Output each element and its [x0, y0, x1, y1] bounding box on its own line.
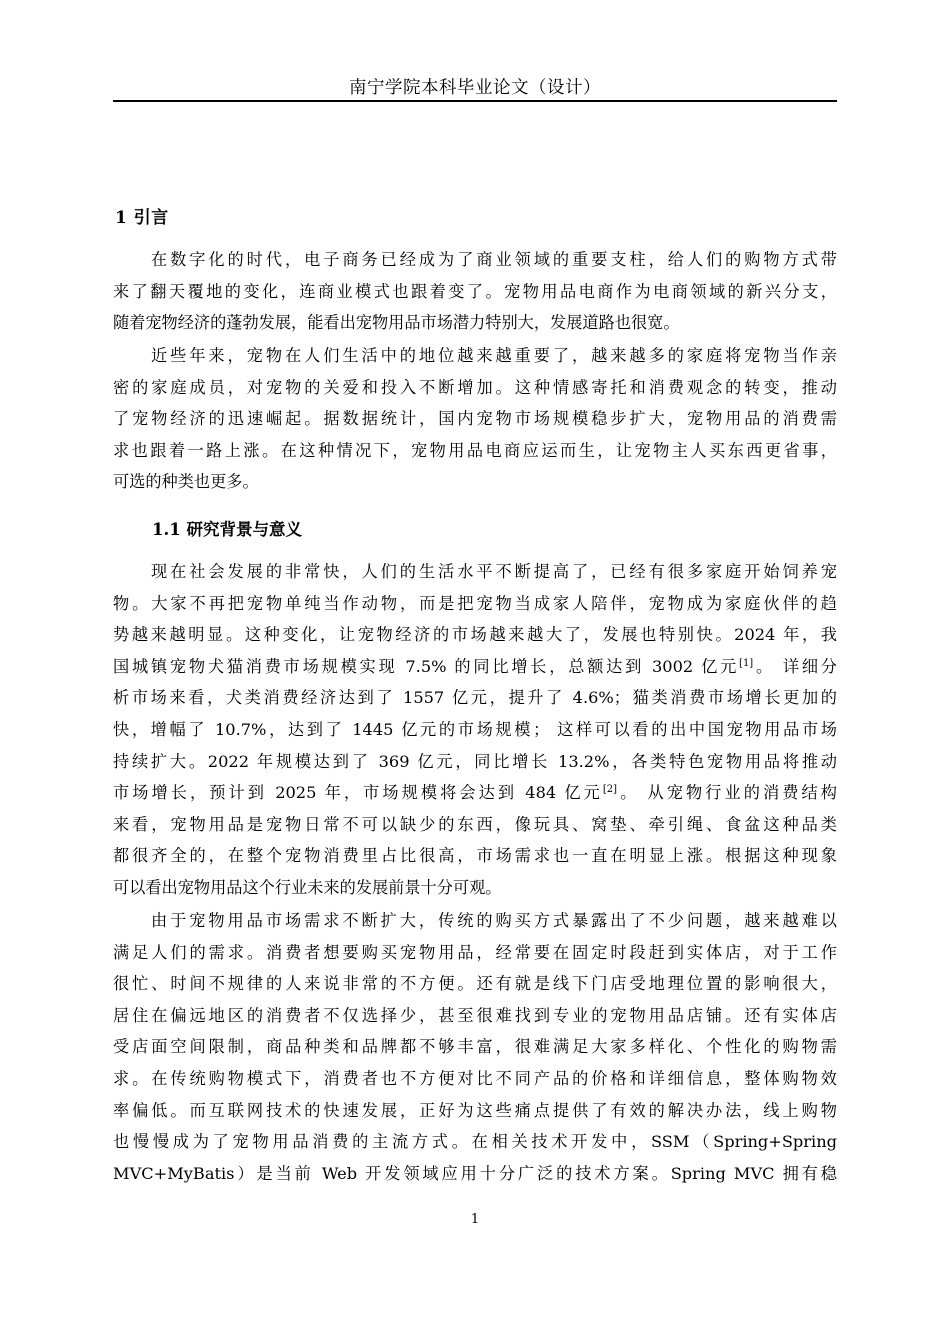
text-line: [113, 651, 837, 683]
text-line: MVC+MyBatis）是当前 Web 开发领域应用十分广泛的技术方案。Spring MVC 拥有稳: [113, 1163, 837, 1183]
paragraph-background-2: [113, 905, 837, 1189]
subsection-heading: 1.1 研究背景与意义: [152, 520, 302, 539]
text-line: 持续扩大。2022 年规模达到了 369 亿元，同比增长 13.2%，各类特色宠物用品将推动: [113, 751, 837, 771]
text-line: 物。大家不再把宠物单纯当作动物，而是把宠物当成家人陪伴，宠物成为家庭伙伴的趋: [113, 593, 837, 613]
page-number: 1: [470, 1212, 480, 1227]
text-line: 都很齐全的，在整个宠物消费里占比很高，市场需求也一直在明显上涨。根据这种现象: [113, 846, 837, 866]
text-line: 由于宠物用品市场需求不断扩大，传统的购买方式暴露出了不少问题，越来越难以: [151, 911, 837, 930]
text-line: 居住在偏远地区的消费者不仅选择少，甚至很难找到专业的宠物用品店铺。还有实体店: [113, 1005, 837, 1025]
text-line: 可以看出宠物用品这个行业未来的发展前景十分可观。: [113, 877, 502, 897]
text-line: [113, 777, 837, 809]
section-heading: 1 引言: [115, 208, 169, 228]
text-line: 求。在传统购物模式下，消费者也不方便对比不同产品的价格和详细信息，整体购物效: [113, 1068, 837, 1088]
text-line: 近些年来，宠物在人们生活中的地位越来越重要了，越来越多的家庭将宠物当作亲: [151, 346, 837, 365]
text-line: 密的家庭成员，对宠物的关爱和投入不断增加。这种情感寄托和消费观念的转变，推动: [113, 377, 837, 397]
text-line: 率偏低。而互联网技术的快速发展，正好为这些痛点提供了有效的解决办法，线上购物: [113, 1100, 837, 1120]
text-line: 可选的种类也更多。: [113, 472, 259, 492]
line-text: 。 详细分: [753, 656, 837, 676]
text-line: 求也跟着一路上涨。在这种情况下，宠物用品电商应运而生，让宠物主人买东西更省事，: [113, 440, 837, 460]
text-line: 了宠物经济的迅速崛起。据数据统计，国内宠物市场规模稳步扩大，宠物用品的消费需: [113, 409, 837, 429]
text-line: 势越来越明显。这种变化，让宠物经济的市场越来越大了，发展也特别快。2024 年，我: [113, 625, 837, 645]
line-text: 。 从宠物行业的消费结构: [617, 783, 837, 803]
citation-ref: [2]: [602, 784, 618, 796]
text-line: 快，增幅了 10.7%，达到了 1445 亿元的市场规模； 这样可以看的出中国宠物用品市场: [113, 719, 837, 739]
line-text: 市场增长，预计到 2025 年，市场规模将会达到 484 亿元: [113, 783, 603, 803]
line-text: 国城镇宠物犬猫消费市场规模实现 7.5% 的同比增长，总额达到 3002 亿元: [113, 656, 740, 676]
text-line: 也慢慢成为了宠物用品消费的主流方式。在相关技术开发中，SSM（Spring+Spring: [113, 1132, 837, 1152]
text-line: 在数字化的时代，电子商务已经成为了商业领域的重要支柱，给人们的购物方式带: [151, 250, 837, 269]
text-line: 现在社会发展的非常快，人们的生活水平不断提高了，已经有很多家庭开始饲养宠: [151, 562, 837, 581]
text-line: 析市场来看，犬类消费经济达到了 1557 亿元，提升了 4.6%；猫类消费市场增长更加的: [113, 688, 837, 708]
paragraph-intro-2: [113, 340, 837, 498]
text-line: 随着宠物经济的蓬勃发展，能看出宠物用品市场潜力特别大，发展道路也很宽。: [113, 313, 680, 333]
header-rule: [113, 100, 837, 102]
text-line: 来看，宠物用品是宠物日常不可以缺少的东西，像玩具、窝垫、牵引绳、食盆这种品类: [113, 814, 837, 834]
text-line: 来了翻天覆地的变化，连商业模式也跟着变了。宠物用品电商作为电商领域的新兴分支，: [113, 281, 837, 301]
text-line: 受店面空间限制，商品种类和品牌都不够丰富，很难满足大家多样化、个性化的购物需: [113, 1037, 837, 1057]
paragraph-background-1: [113, 556, 837, 904]
text-line: 满足人们的需求。消费者想要购买宠物用品，经常要在固定时段赶到实体店，对于工作: [113, 942, 837, 962]
citation-ref: [1]: [739, 657, 754, 669]
paragraph-intro-1: [113, 244, 837, 339]
page-header-title: 南宁学院本科毕业论文（设计）: [349, 78, 601, 98]
text-line: 很忙、时间不规律的人来说非常的不方便。还有就是线下门店受地理位置的影响很大，: [113, 974, 837, 994]
